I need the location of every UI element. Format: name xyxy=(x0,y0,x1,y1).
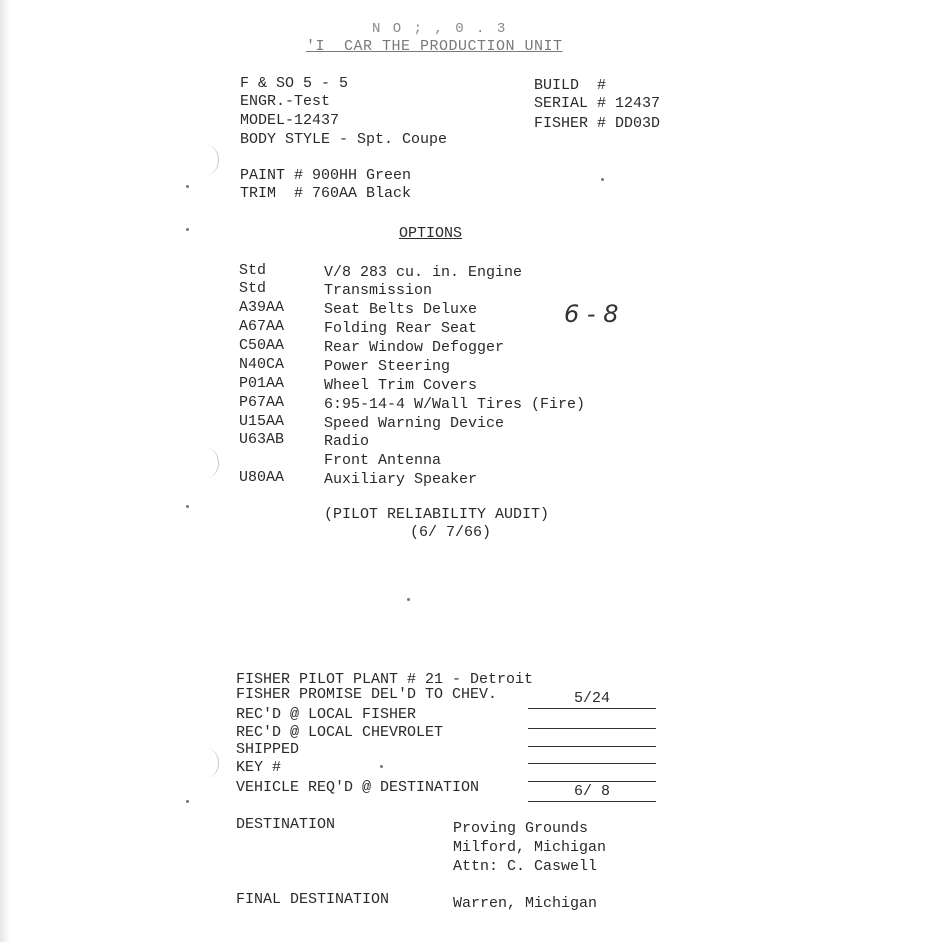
scan-speck xyxy=(380,765,383,768)
scan-speck xyxy=(186,800,189,803)
serial-number: SERIAL # 12437 xyxy=(534,95,661,112)
fill-in-line xyxy=(528,781,656,782)
faint-header-top: N O ; , 0 . 3 xyxy=(372,21,508,37)
fso-number: F & SO 5 - 5 xyxy=(240,75,349,92)
fill-in-line xyxy=(528,728,656,729)
option-code: P01AA xyxy=(239,375,285,392)
scan-speck xyxy=(186,185,189,188)
scan-speck xyxy=(407,598,410,601)
fill-in-line xyxy=(528,708,656,709)
shipping-label: REC'D @ LOCAL FISHER xyxy=(236,706,417,723)
paint-code: PAINT # 900HH Green xyxy=(240,167,412,184)
final-destination-value: Warren, Michigan xyxy=(453,895,598,912)
shipping-value: 6/ 8 xyxy=(573,783,610,800)
option-description: V/8 283 cu. in. Engine xyxy=(324,264,523,281)
handwritten-note: 6 - 8 xyxy=(564,300,619,328)
build-number: BUILD # xyxy=(534,77,607,94)
option-description: Speed Warning Device xyxy=(324,415,505,432)
option-description: Power Steering xyxy=(324,358,451,375)
scan-speck xyxy=(601,178,604,181)
binder-hole-mark xyxy=(194,448,219,478)
option-description: Seat Belts Deluxe xyxy=(324,301,478,318)
shipping-label: SHIPPED xyxy=(236,741,300,758)
body-style: BODY STYLE - Spt. Coupe xyxy=(240,131,448,148)
fill-in-line xyxy=(528,746,656,747)
pilot-plant: FISHER PILOT PLANT # 21 - Detroit xyxy=(236,671,534,688)
option-description: 6:95-14-4 W/Wall Tires (Fire) xyxy=(324,396,586,413)
shipping-label: FISHER PROMISE DEL'D TO CHEV. xyxy=(236,686,498,703)
option-code: Std xyxy=(239,280,267,297)
audit-date: (6/ 7/66) xyxy=(410,524,492,541)
option-code: U80AA xyxy=(239,469,285,486)
engr-test: ENGR.-Test xyxy=(240,93,331,110)
shipping-label: KEY # xyxy=(236,759,282,776)
destination-label: DESTINATION xyxy=(236,816,336,833)
options-heading: OPTIONS xyxy=(399,225,463,242)
option-description: Transmission xyxy=(324,282,433,299)
option-description: Radio xyxy=(324,433,370,450)
option-description: Front Antenna xyxy=(324,452,442,469)
option-description: Wheel Trim Covers xyxy=(324,377,478,394)
binder-hole-mark xyxy=(194,145,219,175)
scan-speck xyxy=(186,228,189,231)
fisher-number: FISHER # DD03D xyxy=(534,115,661,132)
option-code: U15AA xyxy=(239,413,285,430)
option-description: Rear Window Defogger xyxy=(324,339,505,356)
shipping-label: REC'D @ LOCAL CHEVROLET xyxy=(236,724,444,741)
fill-in-line xyxy=(528,801,656,802)
option-description: Folding Rear Seat xyxy=(324,320,478,337)
scan-edge-shadow xyxy=(0,0,10,942)
document-title: 'I CAR THE PRODUCTION UNIT xyxy=(306,38,563,55)
option-code: Std xyxy=(239,262,267,279)
option-code: P67AA xyxy=(239,394,285,411)
trim-code: TRIM # 760AA Black xyxy=(240,185,412,202)
option-code: U63AB xyxy=(239,431,285,448)
final-destination-label: FINAL DESTINATION xyxy=(236,891,390,908)
option-code: A39AA xyxy=(239,299,285,316)
option-code: N40CA xyxy=(239,356,285,373)
shipping-label: VEHICLE REQ'D @ DESTINATION xyxy=(236,779,480,796)
destination-line-1: Proving Grounds xyxy=(453,820,589,837)
shipping-value: 5/24 xyxy=(573,690,610,707)
destination-line-3: Attn: C. Caswell xyxy=(453,858,598,875)
option-code: C50AA xyxy=(239,337,285,354)
fill-in-line xyxy=(528,763,656,764)
model-number: MODEL-12437 xyxy=(240,112,340,129)
option-description: Auxiliary Speaker xyxy=(324,471,478,488)
audit-title: (PILOT RELIABILITY AUDIT) xyxy=(324,506,550,523)
option-code: A67AA xyxy=(239,318,285,335)
scan-speck xyxy=(186,505,189,508)
binder-hole-mark xyxy=(194,748,219,778)
destination-line-2: Milford, Michigan xyxy=(453,839,607,856)
